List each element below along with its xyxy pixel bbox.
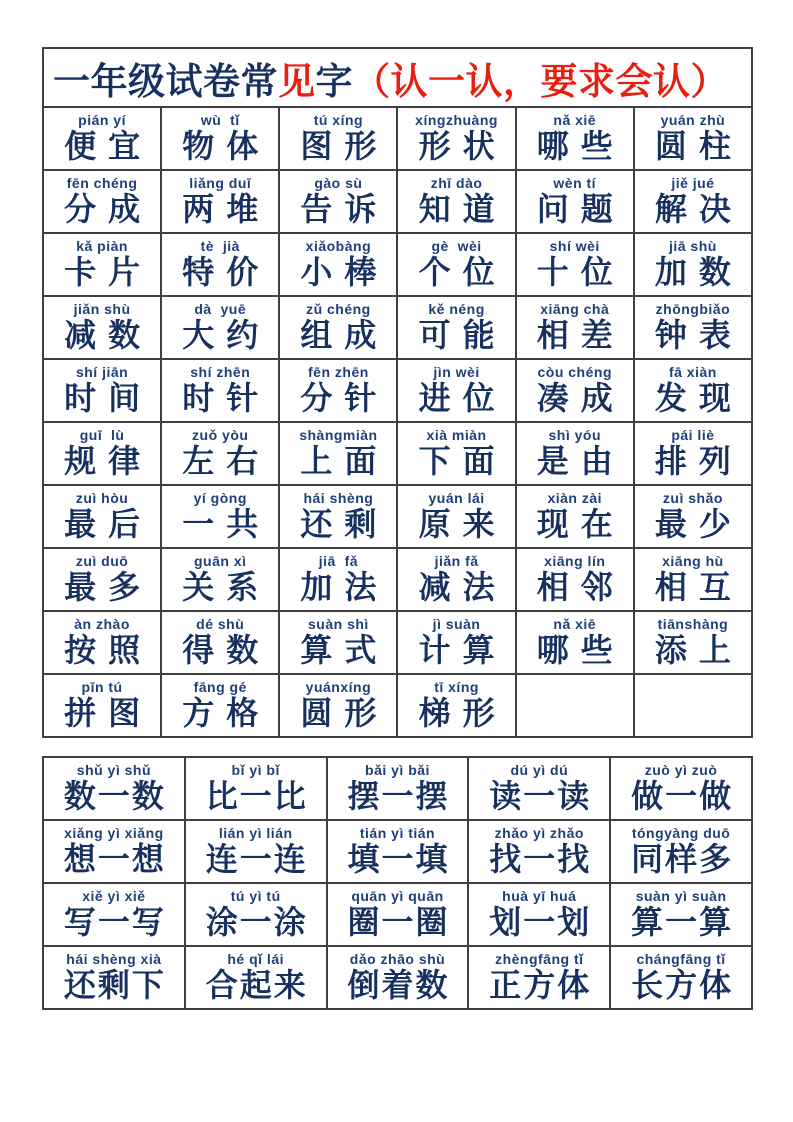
word-cell: [44, 360, 160, 421]
word-cell: [469, 821, 609, 882]
pinyin-text: fāng gé: [193, 678, 247, 695]
word-cell: [635, 108, 751, 169]
hanzi-text: 相邻: [536, 569, 625, 606]
hanzi-text: 最少: [654, 506, 743, 543]
hanzi-text: 圆形: [300, 695, 389, 732]
word-cell: [611, 821, 751, 882]
word-cell: [517, 549, 633, 610]
pinyin-text: shí wèi: [549, 237, 600, 254]
pinyin-text: bǎi yì bǎi: [365, 761, 430, 778]
hanzi-text: 还剩: [300, 506, 389, 543]
hanzi-text: 方格: [182, 695, 271, 732]
hanzi-text: 分成: [64, 191, 153, 228]
word-cell: [611, 758, 751, 819]
hanzi-text: 可能: [418, 317, 507, 354]
hanzi-text: 特价: [182, 254, 271, 291]
word-cell: [162, 297, 278, 358]
word-cell: [469, 947, 609, 1008]
hanzi-text: 发现: [654, 380, 743, 417]
pinyin-text: zuì duō: [75, 552, 129, 569]
pinyin-text: pián yí: [78, 111, 126, 128]
hanzi-text: 钟表: [654, 317, 743, 354]
word-cell: [44, 675, 160, 736]
pinyin-text: xiāng lín: [544, 552, 606, 569]
hanzi-text: 物体: [182, 128, 271, 165]
word-cell: [517, 423, 633, 484]
hanzi-text: 做一做: [631, 778, 734, 815]
title-segment-navy: 一年级试卷常: [53, 60, 278, 102]
pinyin-text: jì suàn: [432, 615, 481, 632]
word-cell: [635, 675, 751, 736]
pinyin-text: zhèngfāng tǐ: [495, 950, 584, 967]
hanzi-text: 最后: [64, 506, 153, 543]
pinyin-text: kǎ piàn: [76, 237, 128, 254]
pinyin-text: wù tǐ: [200, 111, 240, 128]
word-cell: [635, 549, 751, 610]
pinyin-text: chángfāng tǐ: [636, 950, 726, 967]
word-cell: [398, 612, 514, 673]
pinyin-text: yuán zhù: [660, 111, 726, 128]
hanzi-text: 划一划: [489, 904, 592, 941]
pinyin-text: shí jiān: [75, 363, 129, 380]
word-cell: [398, 675, 514, 736]
page-title: [44, 49, 751, 106]
word-cell: [44, 549, 160, 610]
word-cell: [44, 234, 160, 295]
pinyin-text: liǎng duī: [189, 174, 252, 191]
hanzi-text: 十位: [536, 254, 625, 291]
pinyin-text: tóngyàng duō: [631, 824, 731, 841]
word-cell: [44, 171, 160, 232]
pinyin-text: jiě jué: [671, 174, 715, 191]
word-cell: [280, 612, 396, 673]
word-cell: [280, 549, 396, 610]
hanzi-text: 圆柱: [654, 128, 743, 165]
hanzi-text: 下面: [418, 443, 507, 480]
hanzi-text: 算式: [300, 632, 389, 669]
word-cell: [635, 486, 751, 547]
word-cell: [635, 423, 751, 484]
pinyin-text: xià miàn: [426, 426, 487, 443]
hanzi-text: 加法: [300, 569, 389, 606]
common-words-table: [42, 47, 753, 738]
word-cell: [635, 612, 751, 673]
hanzi-text: 小棒: [300, 254, 389, 291]
word-cell: [44, 108, 160, 169]
hanzi-text: 形状: [418, 128, 507, 165]
pinyin-text: zuì shǎo: [662, 489, 723, 506]
hanzi-text: 哪些: [536, 128, 625, 165]
hanzi-text: 便宜: [64, 128, 153, 165]
hanzi-text: 大约: [182, 317, 271, 354]
word-cell: [162, 675, 278, 736]
pinyin-text: zuì hòu: [75, 489, 129, 506]
hanzi-text: 一共: [182, 506, 271, 543]
hanzi-text: 减法: [418, 569, 507, 606]
pinyin-text: wèn tí: [553, 174, 597, 191]
word-cell: [517, 297, 633, 358]
hanzi-text: 想一想: [63, 841, 166, 878]
word-cell: [186, 821, 326, 882]
pinyin-text: yuánxíng: [305, 678, 372, 695]
pinyin-text: tī xíng: [434, 678, 479, 695]
word-cell: [398, 423, 514, 484]
word-cell: [398, 171, 514, 232]
pinyin-text: tú yì tú: [230, 887, 281, 904]
hanzi-text: 组成: [300, 317, 389, 354]
word-cell: [635, 297, 751, 358]
word-cell: [44, 486, 160, 547]
pinyin-text: zhǎo yì zhǎo: [494, 824, 584, 841]
word-cell: [328, 884, 468, 945]
word-cell: [611, 884, 751, 945]
word-cell: [162, 423, 278, 484]
hanzi-text: 算一算: [631, 904, 734, 941]
hanzi-text: 圈一圈: [347, 904, 450, 941]
word-cell: [517, 171, 633, 232]
pinyin-text: kě néng: [428, 300, 485, 317]
title-segment-navy: 字: [315, 60, 353, 102]
word-cell: [44, 947, 184, 1008]
pinyin-text: lián yì lián: [218, 824, 293, 841]
word-cell: [162, 612, 278, 673]
word-cell: [517, 675, 633, 736]
word-cell: [44, 884, 184, 945]
word-cell: [186, 758, 326, 819]
pinyin-text: guān xì: [193, 552, 247, 569]
worksheet-page: [42, 47, 753, 1010]
word-cell: [398, 549, 514, 610]
hanzi-text: 左右: [182, 443, 271, 480]
pinyin-text: tú xíng: [313, 111, 364, 128]
word-cell: [469, 758, 609, 819]
pinyin-text: hái shèng xià: [66, 950, 162, 967]
pinyin-text: shì yóu: [548, 426, 601, 443]
hanzi-text: 个位: [418, 254, 507, 291]
word-cell: [469, 884, 609, 945]
word-cell: [328, 821, 468, 882]
pinyin-text: quān yì quān: [351, 887, 444, 904]
word-cell: [328, 758, 468, 819]
word-cell: [280, 423, 396, 484]
hanzi-text: 相差: [536, 317, 625, 354]
pinyin-text: xíngzhuàng: [415, 111, 498, 128]
hanzi-text: 哪些: [536, 632, 625, 669]
word-cell: [280, 486, 396, 547]
pinyin-text: zhōngbiǎo: [655, 300, 731, 317]
hanzi-text: 时针: [182, 380, 271, 417]
word-cell: [162, 171, 278, 232]
pinyin-text: shǔ yì shǔ: [76, 761, 152, 778]
word-cell: [280, 108, 396, 169]
hanzi-text: 同样多: [631, 841, 734, 878]
hanzi-text: 排列: [654, 443, 743, 480]
word-cell: [611, 947, 751, 1008]
pinyin-text: zuò yì zuò: [644, 761, 718, 778]
word-cell: [398, 234, 514, 295]
hanzi-text: 读一读: [489, 778, 592, 815]
pinyin-text: dà yuē: [194, 300, 247, 317]
pinyin-text: guī lù: [79, 426, 125, 443]
hanzi-text: 计算: [418, 632, 507, 669]
pinyin-text: fēn chéng: [66, 174, 138, 191]
hanzi-text: 合起来: [205, 967, 308, 1004]
pinyin-text: xiě yì xiě: [82, 887, 146, 904]
pinyin-text: zhī dào: [430, 174, 483, 191]
pinyin-text: yí gòng: [193, 489, 247, 506]
hanzi-text: 图形: [300, 128, 389, 165]
hanzi-text: 两堆: [182, 191, 271, 228]
pinyin-text: àn zhào: [74, 615, 130, 632]
hanzi-text: 填一填: [347, 841, 450, 878]
word-cell: [44, 423, 160, 484]
word-cell: [162, 360, 278, 421]
hanzi-text: 摆一摆: [347, 778, 450, 815]
word-cell: [44, 612, 160, 673]
hanzi-text: 长方体: [631, 967, 734, 1004]
pinyin-text: tiānshàng: [657, 615, 729, 632]
title-segment-red: （认一认，要求会认）: [353, 60, 728, 102]
hanzi-text: 涂一涂: [205, 904, 308, 941]
pinyin-text: dé shù: [196, 615, 245, 632]
hanzi-text: 关系: [182, 569, 271, 606]
pinyin-text: jiǎn shù: [73, 300, 131, 317]
word-cell: [162, 234, 278, 295]
word-cell: [280, 360, 396, 421]
word-cell: [517, 486, 633, 547]
word-cell: [398, 360, 514, 421]
pinyin-text: jiā shù: [668, 237, 717, 254]
title-segment-red: 见: [278, 60, 316, 102]
word-cell: [398, 297, 514, 358]
word-cell: [162, 549, 278, 610]
hanzi-text: 找一找: [489, 841, 592, 878]
pinyin-text: jìn wèi: [433, 363, 480, 380]
pinyin-text: yuán lái: [428, 489, 485, 506]
hanzi-text: 比一比: [205, 778, 308, 815]
pinyin-text: pái liè: [671, 426, 715, 443]
pinyin-text: xiǎng yì xiǎng: [64, 824, 164, 841]
hanzi-text: 添上: [654, 632, 743, 669]
word-cell: [280, 171, 396, 232]
hanzi-text: 得数: [182, 632, 271, 669]
word-cell: [635, 360, 751, 421]
hanzi-text: 正方体: [489, 967, 592, 1004]
hanzi-text: 连一连: [205, 841, 308, 878]
pinyin-text: xiāng chà: [540, 300, 610, 317]
hanzi-text: 最多: [64, 569, 153, 606]
word-cell: [280, 234, 396, 295]
pinyin-text: dǎo zhāo shù: [349, 950, 446, 967]
pinyin-text: pīn tú: [81, 678, 123, 695]
word-cell: [280, 675, 396, 736]
pinyin-text: jiǎn fǎ: [434, 552, 479, 569]
pinyin-text: gào sù: [314, 174, 363, 191]
pinyin-text: hé qǐ lái: [227, 950, 284, 967]
pinyin-text: nǎ xiē: [553, 615, 597, 632]
pinyin-text: hái shèng: [303, 489, 374, 506]
word-cell: [162, 486, 278, 547]
word-cell: [186, 884, 326, 945]
word-cell: [328, 947, 468, 1008]
pinyin-text: tè jià: [200, 237, 240, 254]
hanzi-text: 解决: [654, 191, 743, 228]
word-cell: [635, 171, 751, 232]
word-cell: [44, 821, 184, 882]
word-cell: [186, 947, 326, 1008]
hanzi-text: 知道: [418, 191, 507, 228]
pinyin-text: fā xiàn: [668, 363, 717, 380]
pinyin-text: fēn zhēn: [308, 363, 369, 380]
hanzi-text: 相互: [654, 569, 743, 606]
hanzi-text: 拼图: [64, 695, 153, 732]
hanzi-text: 减数: [64, 317, 153, 354]
phrases-table: [42, 756, 753, 1010]
hanzi-text: 梯形: [418, 695, 507, 732]
hanzi-text: 现在: [536, 506, 625, 543]
word-cell: [635, 234, 751, 295]
pinyin-text: jiā fǎ: [318, 552, 359, 569]
pinyin-text: zuǒ yòu: [192, 426, 249, 443]
hanzi-text: 卡片: [64, 254, 153, 291]
word-cell: [280, 297, 396, 358]
hanzi-text: 按照: [64, 632, 153, 669]
word-cell: [398, 108, 514, 169]
pinyin-text: xiàn zài: [547, 489, 603, 506]
hanzi-text: 凑成: [536, 380, 625, 417]
word-cell: [517, 612, 633, 673]
word-cell: [44, 297, 160, 358]
hanzi-text: 分针: [300, 380, 389, 417]
pinyin-text: suàn shì: [308, 615, 369, 632]
pinyin-text: xiǎobàng: [305, 237, 372, 254]
hanzi-text: 倒着数: [347, 967, 450, 1004]
word-cell: [517, 108, 633, 169]
word-cell: [162, 108, 278, 169]
word-cell: [517, 234, 633, 295]
hanzi-text: 加数: [654, 254, 743, 291]
pinyin-text: xiāng hù: [662, 552, 724, 569]
word-cell: [517, 360, 633, 421]
pinyin-text: tián yì tián: [359, 824, 436, 841]
hanzi-text: 问题: [536, 191, 625, 228]
pinyin-text: dú yì dú: [510, 761, 569, 778]
pinyin-text: shàngmiàn: [299, 426, 378, 443]
word-cell: [44, 758, 184, 819]
pinyin-text: zǔ chéng: [306, 300, 371, 317]
pinyin-text: huà yī huá: [502, 887, 577, 904]
pinyin-text: còu chéng: [537, 363, 612, 380]
hanzi-text: 是由: [536, 443, 625, 480]
hanzi-text: 写一写: [63, 904, 166, 941]
pinyin-text: suàn yì suàn: [635, 887, 727, 904]
pinyin-text: nǎ xiē: [553, 111, 597, 128]
hanzi-text: 还剩下: [63, 967, 166, 1004]
pinyin-text: gè wèi: [431, 237, 482, 254]
hanzi-text: 进位: [418, 380, 507, 417]
hanzi-text: 上面: [300, 443, 389, 480]
hanzi-text: 规律: [64, 443, 153, 480]
pinyin-text: shí zhēn: [190, 363, 251, 380]
hanzi-text: 数一数: [63, 778, 166, 815]
hanzi-text: 告诉: [300, 191, 389, 228]
hanzi-text: 原来: [418, 506, 507, 543]
pinyin-text: bǐ yì bǐ: [231, 761, 280, 778]
word-cell: [398, 486, 514, 547]
hanzi-text: 时间: [64, 380, 153, 417]
